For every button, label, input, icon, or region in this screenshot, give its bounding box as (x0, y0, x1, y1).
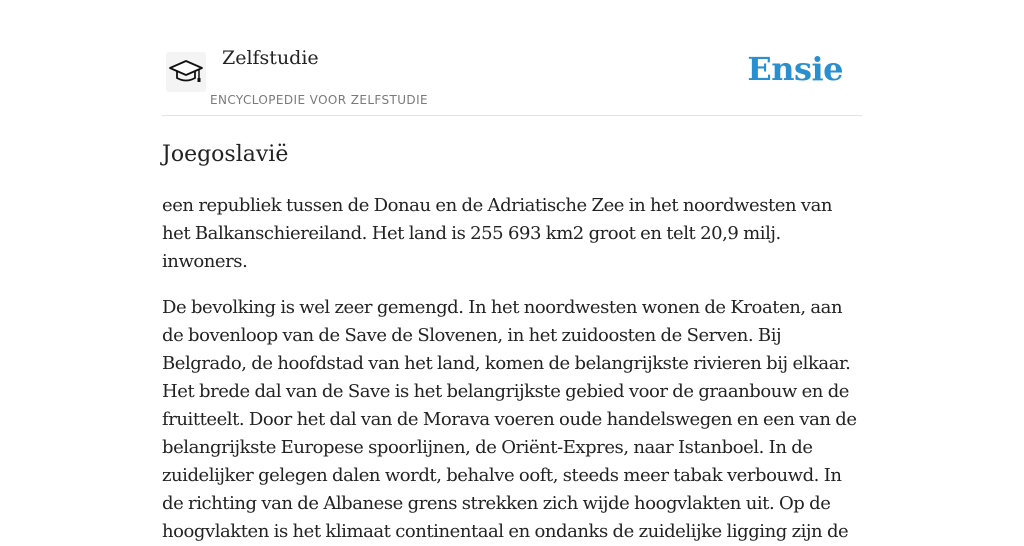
site-title-link[interactable]: Zelfstudie (222, 47, 319, 69)
site-logo[interactable] (166, 52, 206, 92)
article-title: Joegoslavië (162, 142, 289, 167)
article (162, 136, 864, 546)
article-paragraph: een republiek tussen de Donau en de Adriatische Zee in het noordwesten van het Balkanschiereiland. Het land is 255 693 km2 groot en telt 20,9 milj. inwoners. (162, 195, 833, 272)
brand-logo-link[interactable]: Ensie (747, 50, 843, 88)
article-paragraph: De bevolking is wel zeer gemengd. In het noordwesten wonen de Kroaten, aan de bovenloop van de Save de Slovenen, in het zuidoosten de Serven. Bij Belgrado, de hoofdstad van het land, komen de belangrijkste rivieren bij elkaar. Het brede dal van de Save is het belangrijkste gebied voor de graanbouw en de fruitteelt. Door het dal van de Morava voeren oude handelswegen en een van de belangrijkste Europese spoorlijnen, de Oriënt-Expres, naar Istanboel. In de zuidelijker gelegen dalen wordt, behalve ooft, steeds meer tabak verbouwd. In de richting van de Albanese grens strekken zich wijde hoogvlakten uit. Op de hoogvlakten is het klimaat continentaal en ondanks de zuidelijke ligging zijn de (162, 297, 857, 542)
site-header (162, 0, 862, 116)
graduation-cap-icon (168, 58, 204, 86)
site-subtitle: ENCYCLOPEDIE VOOR ZELFSTUDIE (210, 93, 428, 107)
